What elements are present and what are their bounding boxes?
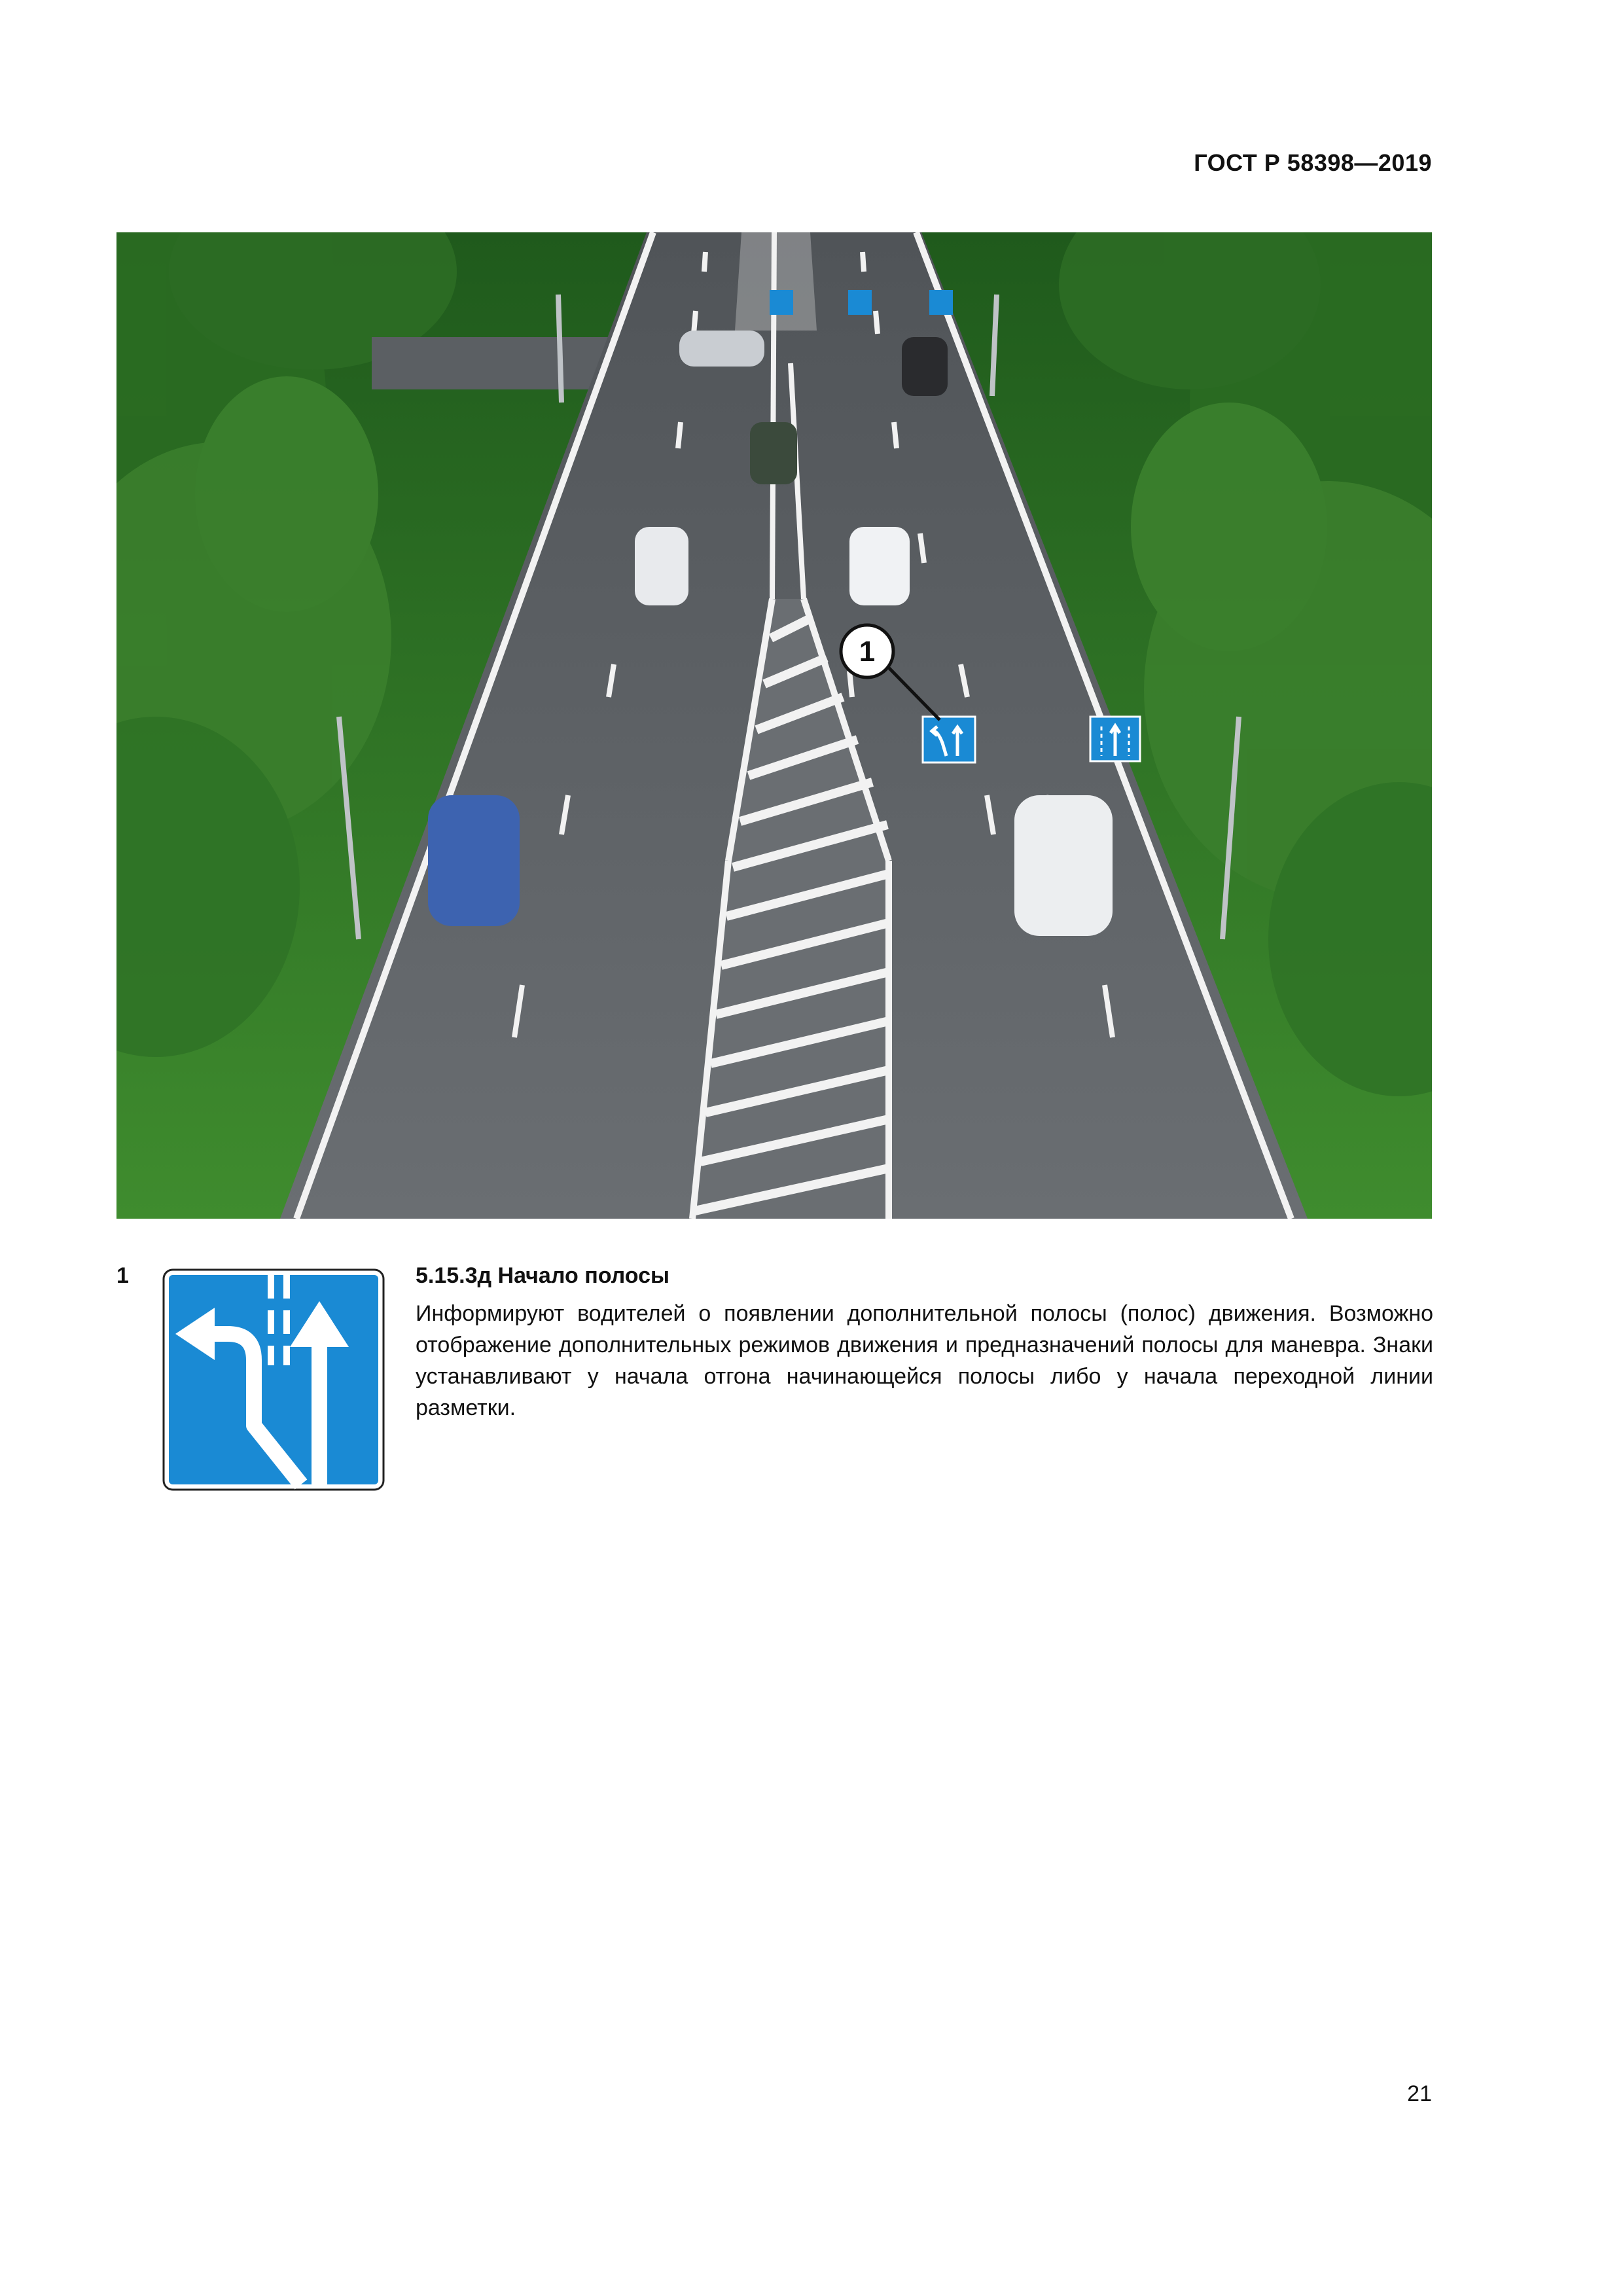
item-title: 5.15.3д Начало полосы xyxy=(416,1263,670,1288)
standard-header: ГОСТ Р 58398—2019 xyxy=(1194,149,1432,176)
distant-sign-3 xyxy=(929,290,953,315)
item-body: Информируют водителей о появлении дополнительной полосы (полос) движения. Возможно отображение дополнительных режимов движения и предназначений полосы для маневра. Знаки устанавливают у начала отгона начинающейся полосы либо у начала переходной линии разметки. xyxy=(416,1301,1433,1420)
page-number: 21 xyxy=(1407,2081,1432,2106)
distant-sign-2 xyxy=(848,290,872,315)
lane-begin-left-sign xyxy=(923,717,975,762)
lanes-straight-sign xyxy=(1090,717,1140,761)
item-number: 1 xyxy=(116,1263,129,1288)
road-illustration xyxy=(116,232,1432,1219)
callout-label: 1 xyxy=(859,636,876,668)
distant-sign-1 xyxy=(770,290,793,315)
item-description xyxy=(416,1263,1433,1424)
sign-5-15-3d-icon xyxy=(162,1268,385,1491)
